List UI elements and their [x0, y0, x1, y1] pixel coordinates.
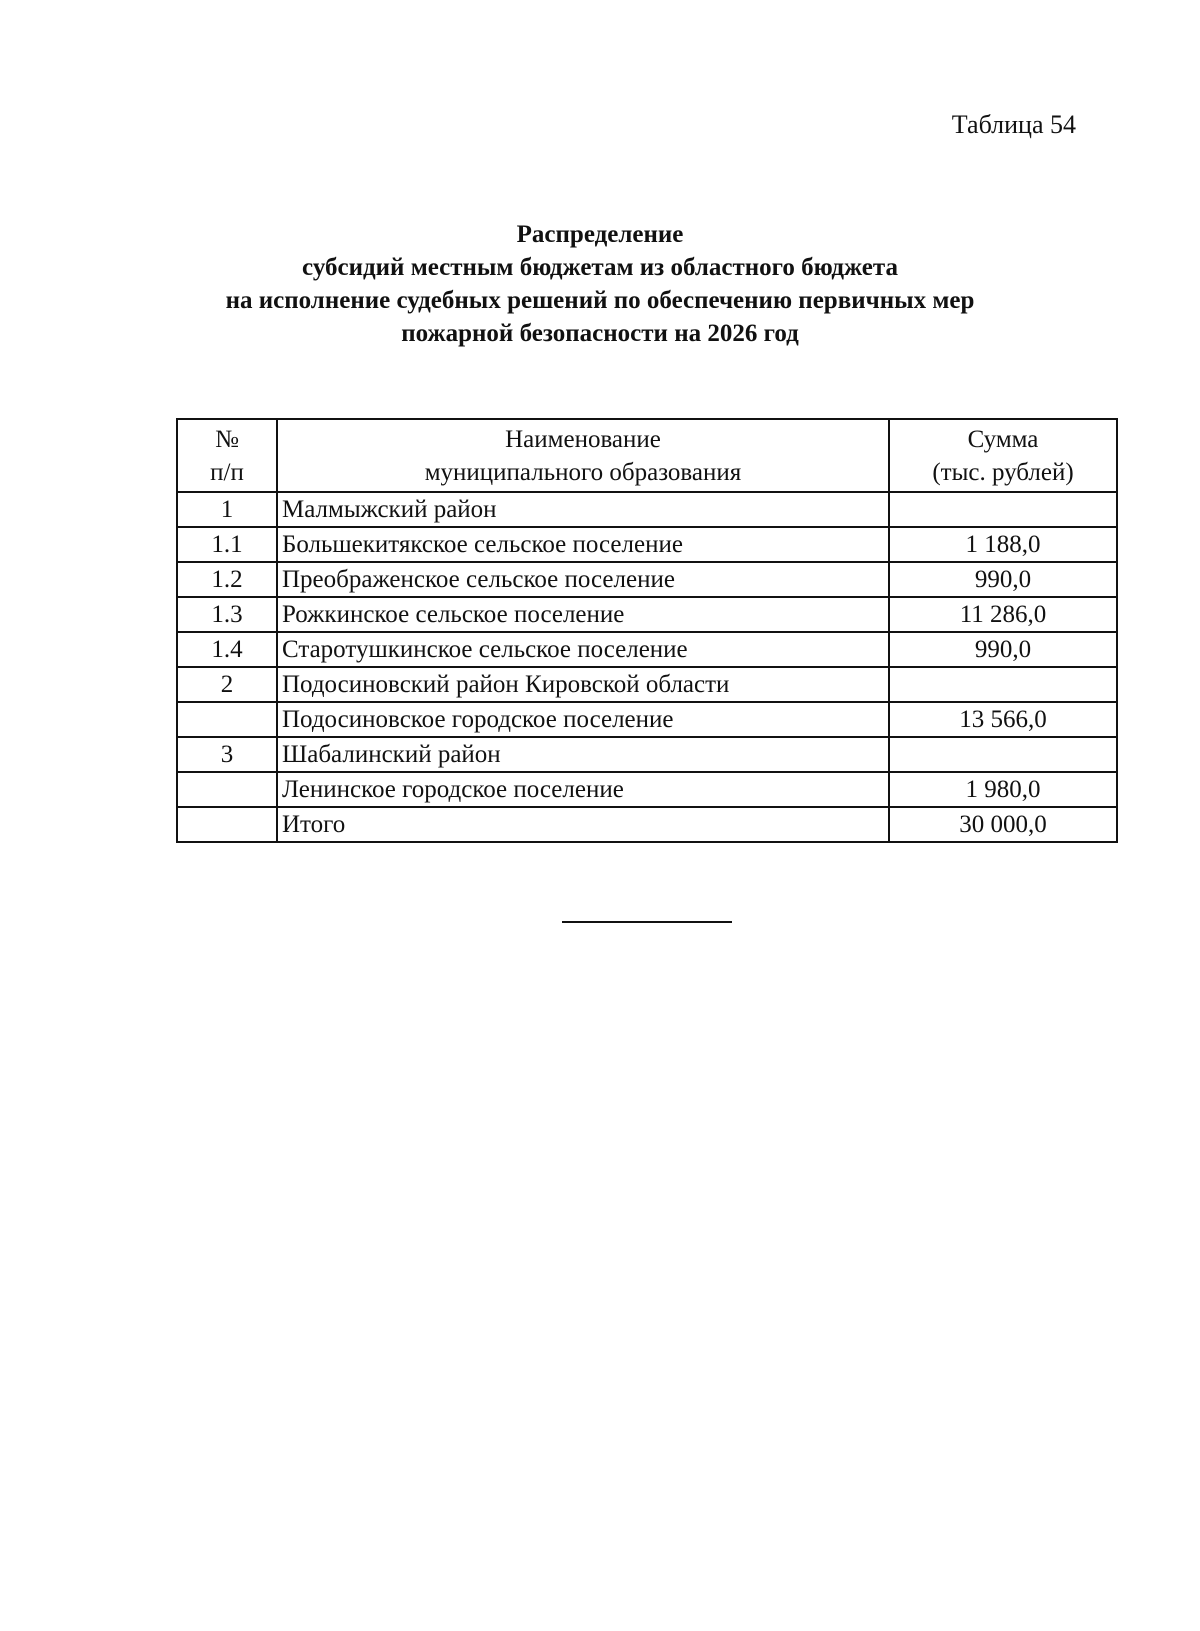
row-sum: 1 188,0: [889, 527, 1117, 562]
header-name: [277, 419, 889, 492]
row-name: Подосиновский район Кировской области: [277, 667, 889, 702]
table-header-row: [177, 419, 1117, 492]
table-total-row: [177, 807, 1117, 842]
header-sum-line-1: Сумма: [967, 425, 1039, 453]
row-name: Большекитякское сельское поселение: [277, 527, 889, 562]
row-sum: 13 566,0: [889, 702, 1117, 737]
row-number: 1.1: [177, 527, 277, 562]
row-number: [177, 702, 277, 737]
row-number: 1.2: [177, 562, 277, 597]
header-number-line-2: п/п: [210, 458, 244, 486]
row-sum: 990,0: [889, 632, 1117, 667]
row-number: [177, 772, 277, 807]
title-line-1: Распределение: [516, 221, 684, 248]
row-number: 1.4: [177, 632, 277, 667]
row-sum: 1 980,0: [889, 772, 1117, 807]
row-sum: [889, 667, 1117, 702]
header-sum-line-2: (тыс. рублей): [932, 458, 1074, 486]
total-label: Итого: [277, 807, 889, 842]
table-row: [177, 597, 1117, 632]
table-row: [177, 737, 1117, 772]
row-name: Преображенское сельское поселение: [277, 562, 889, 597]
title-line-2: субсидий местным бюджетам из областного бюджета: [302, 254, 898, 281]
header-number: [177, 419, 277, 492]
row-name: Старотушкинское сельское поселение: [277, 632, 889, 667]
row-name: Подосиновское городское поселение: [277, 702, 889, 737]
distribution-table: [176, 418, 1118, 843]
document-title: [0, 218, 1200, 350]
row-sum: 990,0: [889, 562, 1117, 597]
table-row: [177, 772, 1117, 807]
row-sum: 11 286,0: [889, 597, 1117, 632]
total-sum: 30 000,0: [889, 807, 1117, 842]
header-sum: [889, 419, 1117, 492]
row-number: [177, 807, 277, 842]
table-number-label: Таблица 54: [951, 110, 1076, 139]
row-sum: [889, 737, 1117, 772]
header-name-line-2: муниципального образования: [424, 458, 742, 486]
row-number: 1.3: [177, 597, 277, 632]
table-row: [177, 527, 1117, 562]
row-name: Ленинское городское поселение: [277, 772, 889, 807]
title-line-3: на исполнение судебных решений по обеспечению первичных мер: [225, 287, 975, 314]
table-row: [177, 562, 1117, 597]
table-row: [177, 702, 1117, 737]
row-number: 3: [177, 737, 277, 772]
table-row: [177, 492, 1117, 527]
row-number: 2: [177, 667, 277, 702]
table-row: [177, 632, 1117, 667]
end-separator-line: [562, 921, 732, 923]
row-name: Рожкинское сельское поселение: [277, 597, 889, 632]
header-name-line-1: Наименование: [505, 425, 661, 453]
table-row: [177, 667, 1117, 702]
title-line-4: пожарной безопасности на 2026 год: [401, 320, 799, 347]
row-number: 1: [177, 492, 277, 527]
row-name: Шабалинский район: [277, 737, 889, 772]
row-name: Малмыжский район: [277, 492, 889, 527]
header-number-line-1: №: [215, 425, 239, 453]
row-sum: [889, 492, 1117, 527]
